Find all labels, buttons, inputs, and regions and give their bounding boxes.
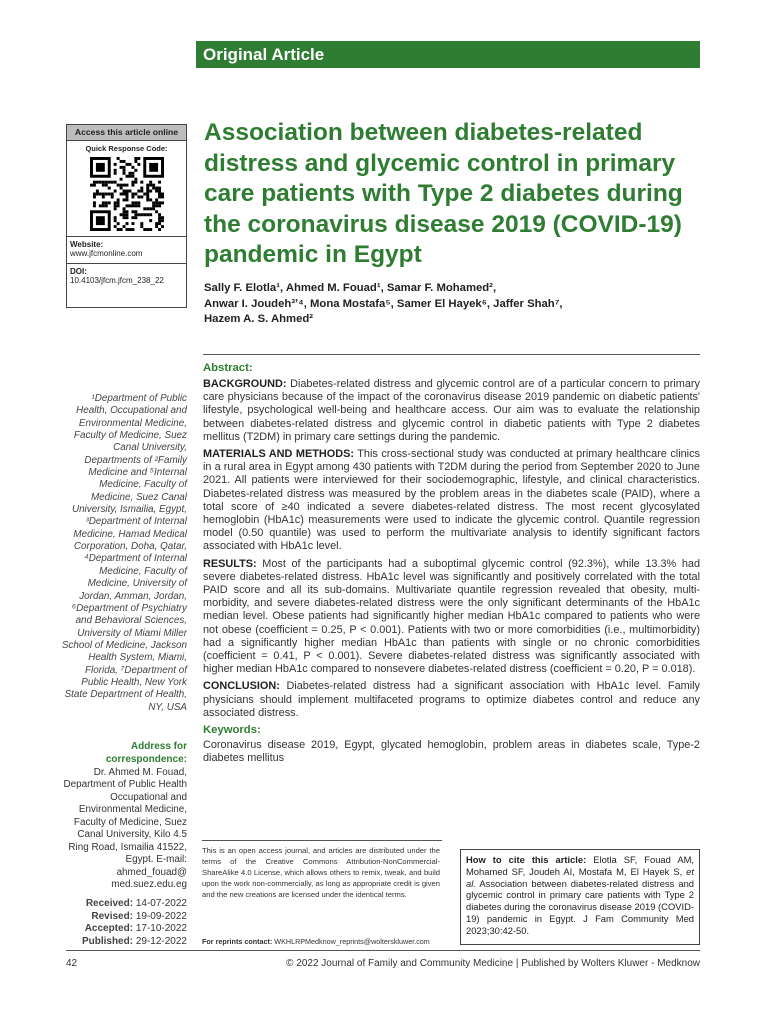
- access-online-box: [66, 124, 187, 308]
- date-received: Received: 14-07-2022: [85, 898, 187, 909]
- author-line: Hazem A. S. Ahmed²: [204, 313, 314, 325]
- abstract-conclusion: CONCLUSION: Diabetes-related distress had a significant association with HbA1c level. Family physicians should implement multifaceted programs to optimize diabetes control and reduce any associated distress.: [203, 680, 700, 719]
- article-title: Association between diabetes-related distress and glycemic control in primary care patients with Type 2 diabetes during the coronavirus disease 2019 (COVID-19) pandemic in Egypt: [204, 119, 683, 268]
- website-label: Website:: [70, 240, 104, 249]
- citation-label: How to cite this article:: [466, 854, 587, 865]
- author-line: Sally F. Elotla¹, Ahmed M. Fouad¹, Samar F. Mohamed²,: [204, 282, 497, 294]
- doi-value[interactable]: 10.4103/jfcm.jfcm_238_22: [70, 276, 164, 285]
- page-number: 42: [66, 958, 78, 969]
- keywords-list: Coronavirus disease 2019, Egypt, glycated hemoglobin, problem areas in diabetes scale, Type-2 diabetes mellitus: [203, 739, 700, 765]
- section-banner: Original Article: [196, 41, 700, 68]
- website-link[interactable]: www.jfcmonline.com: [70, 249, 143, 258]
- date-accepted: Accepted: 17-10-2022: [84, 923, 187, 934]
- qr-code-icon[interactable]: [90, 157, 164, 231]
- citation-box: [460, 849, 700, 945]
- citation-text-a: Elotla SF, Fouad AM, Mohamed SF, Joudeh AI, Mostafa M, El Hayek S,: [466, 854, 694, 877]
- reprints-contact: For reprints contact: WKHLRPMedknow_reprints@wolterskluwer.com: [202, 937, 430, 946]
- access-heading: Access this article online: [67, 125, 186, 141]
- article-dates: [60, 898, 187, 948]
- abstract-heading: Abstract:: [203, 362, 253, 374]
- date-revised: Revised: 19-09-2022: [91, 910, 187, 922]
- journal-footer: © 2022 Journal of Family and Community Medicine | Published by Wolters Kluwer - Medknow: [286, 958, 700, 969]
- affiliations: ¹Department of Public Health, Occupational and Environmental Medicine, Faculty of Medicine, Suez Canal University, Departments of ²Family Medicine and ⁵Internal Medicine, Faculty of Medicine, Suez Canal University, Ismailia, Egypt, ³Department of Internal Medicine, Hamad Medical Corporation, Doha, Qatar, ⁴Department of Internal Medicine, Faculty of Medicine, University of Jordan, Amman, Jordan, ⁶Department of Psychiatry and Behavioral Sciences, University of Miami Miller School of Medicine, Jackson Health System, Miami, Florida, ⁷Department of Public Health, New York State Department of Health, NY, USA: [61, 393, 187, 713]
- citation-et-al: et al.: [466, 865, 694, 889]
- access-divider: [67, 263, 186, 264]
- access-divider: [67, 236, 186, 237]
- correspondence-heading: Address for correspondence:: [105, 741, 187, 765]
- footer-rule: [66, 950, 700, 951]
- qr-label: Quick Response Code:: [85, 144, 168, 153]
- license-top-rule: [202, 840, 442, 841]
- abstract-top-rule: [203, 354, 700, 355]
- date-published: Published: 29-12-2022: [81, 935, 187, 947]
- citation-text-b: Association between diabetes-related distress and glycemic control in primary care patients with Type 2 diabetes during the coronavirus disease 2019 (COVID-19) pandemic in Egypt. J Fam Community Med 2023;30:42-50.: [466, 877, 694, 936]
- abstract-background: BACKGROUND: Diabetes-related distress and glycemic control are of a particular concern to primary care physicians because of the impact of the coronavirus disease 2019 pandemic on diabetic patients' lifestyle, psychological well-being and healthcare access. Our aim was to evaluate the relationship between diabetes-related distress and glycemic control in diabetic patients with Type 2 diabetes mellitus (T2DM) in primary care settings during the pandemic.: [203, 378, 700, 443]
- abstract-methods: MATERIALS AND METHODS: This cross-sectional study was conducted at primary healthcare clinics in a rural area in Egypt among 430 patients with T2DM during the period from September 2020 to June 2021. All patients were interviewed for their sociodemographic, lifestyle, and clinical characteristics. Diabetes-related distress was measured by the problem areas in the diabetes scale (PAID), where a total score of ≥40 indicated a severe diabetes-related distress. The most recent glycosylated hemoglobin (HbA1c) measurements were used to indicate the glycemic control. Quantile regression model (0.50 quantile) was used to perform the multivariate analysis to identify significant factors associated with HbA1c level.: [203, 448, 700, 553]
- abstract-body: [203, 378, 700, 766]
- keywords-heading: Keywords:: [203, 724, 261, 737]
- abstract-results: RESULTS: Most of the participants had a suboptimal glycemic control (92.3%), while 13.3% had severe diabetes-related distress. HbA1c level was significantly and positively correlated with the total PAID score and all its sub-domains. Multivariate quantile regression revealed that obesity, multi-morbidity, and severe diabetes-related distress were the only significant determinants of the HbA1c median level. Obese patients had significantly higher median HbA1c compared to patients who were not obese (coefficient = 0.25, P < 0.001). Patients with two or more comorbidities (i.e., multimorbidity) had a significantly higher median HbA1c than patients with single or no chronic comorbidities (coefficient = 0.41, P < 0.001). Severe diabetes-related distress was significantly associated with higher median HbA1c compared to nonsevere diabetes-related distress (coefficient = 0.20, P = 0.018).: [203, 557, 700, 676]
- author-line: Anwar I. Joudeh³ʼ⁴, Mona Mostafa⁵, Samer El Hayek⁶, Jaffer Shah⁷,: [204, 297, 563, 310]
- correspondence-address: Dr. Ahmed M. Fouad, Department of Public Health Occupational and Environmental Medicine, Faculty of Medicine, Suez Canal University, Kilo 4.5 Ring Road, Ismailia 41522, Egypt. E-mail: ahmed_fouad@ med.suez.edu.eg: [63, 767, 187, 891]
- author-list: [204, 281, 704, 328]
- license-notice: This is an open access journal, and articles are distributed under the terms of the Creative Commons Attribution-NonCommercial-ShareAlike 4.0 License, which allows others to remix, tweak, and build upon the work non-commercially, as long as appropriate credit is given and the new creations are licensed under the identical terms.: [202, 846, 440, 900]
- doi-label: DOI:: [70, 267, 87, 276]
